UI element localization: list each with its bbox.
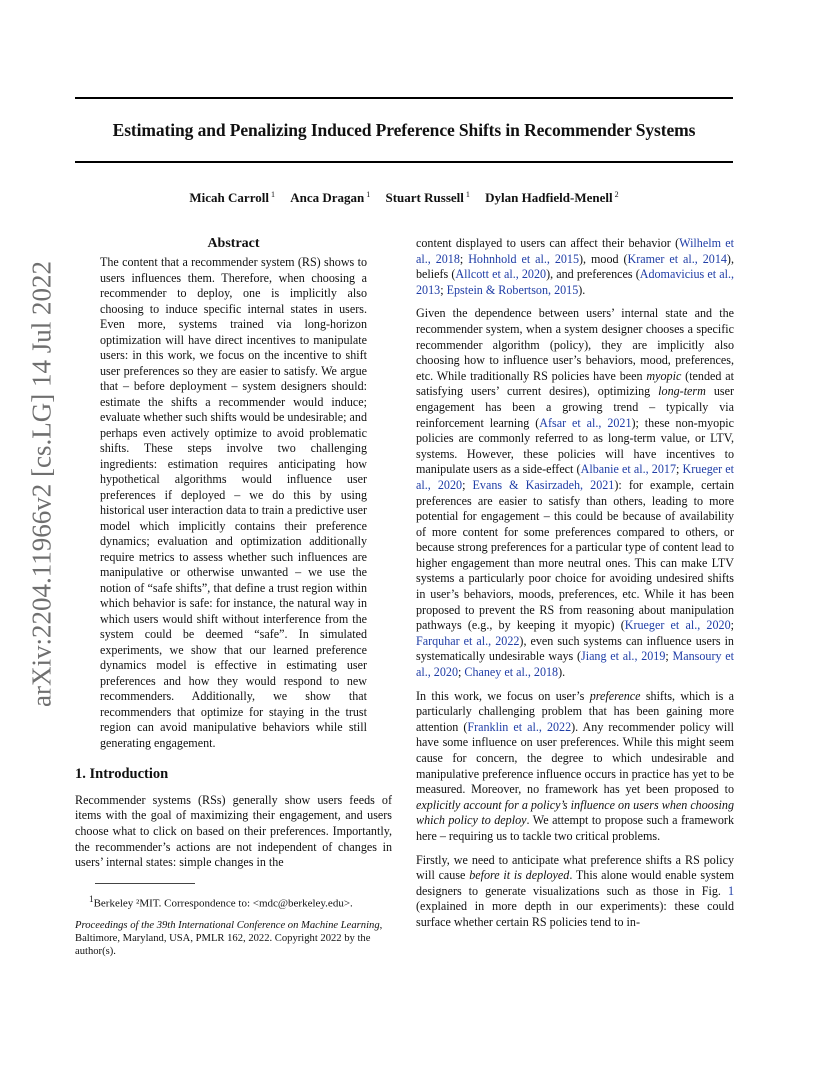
paragraph: Firstly, we need to anticipate what preference shifts a RS policy will cause before it is deployed. This alone would enable system designers to generate visualizations such as those in Fig. 1 (explained in more depth in our experiments): these could surface whether certain RS policies tend to in- [416, 852, 734, 929]
introduction-text: Recommender systems (RSs) generally show users feeds of items with the goal of maximizing their engagement, and users choose what to click on based on their preferences. Importantly, the recommender’s actions are not independent of changes in users’ internal states: simple changes in the [75, 792, 392, 870]
author: Micah Carroll $^1$ [189, 190, 275, 206]
citation-link[interactable]: Mansoury et al., 2020 [416, 649, 734, 680]
citation-link[interactable]: Jiang et al., 2019 [581, 649, 666, 664]
paragraph: In this work, we focus on user’s preference shifts, which is a particularly challenging problem that has been gaining more attention (Franklin et al., 2022). Any recommender policy will have some influence on user preferences. While this might seem cause for concern, the degree to which undesirable and manipulative preference influence occurs in practice has yet to be measured. Moreover, no framework has yet been proposed to explicitly account for a policy’s influence on users when choosing which policy to deploy. We attempt to propose such a framework here – requiring us to tackle two critical problems. [416, 688, 735, 843]
footnote: $^1$Berkeley ²MIT. Correspondence to: <mdc@berkeley.edu>. [89, 893, 353, 910]
citation-link[interactable]: Franklin et al., 2022 [467, 719, 572, 734]
author: Dylan Hadfield-Menell $^2$ [485, 190, 619, 206]
paper-title: Estimating and Penalizing Induced Preference Shifts in Recommender Systems [112, 120, 696, 140]
author: Anca Dragan $^1$ [290, 190, 371, 206]
proceedings-note: Proceedings of the 39th International Conference on Machine Learning, Baltimore, Maryland, USA, PMLR 162, 2022. Copyright 2022 by the author(s). [75, 920, 383, 957]
paragraph: content displayed to users can affect their behavior (Wilhelm et al., 2018; Hohnhold et al., 2015), mood (Kramer et al., 2014), beliefs (Allcott et al., 2020), and preferences (Adomavicius et al., 2013; Epstein & Robertson, 2015). [416, 236, 734, 297]
citation-link[interactable]: Albanie et al., 2017 [580, 462, 676, 477]
citation-link[interactable]: Adomavicius et al., 2013 [416, 267, 734, 297]
paragraph: Given the dependence between users’ internal state and the recommender system, when a system designer chooses a specific recommender algorithm (policy), they are implicitly also choosing how to influence user’s behaviors, mood, preferences, etc. While traditionally RS policies have been myopic (tended at satisfying users’ current desires), optimizing long-term user engagement has been a growing trend – typically via reinforcement learning (Afsar et al., 2021); these non-myopic policies are commonly referred to as long-term value, or LTV, systems. However, these policies will have incentives to manipulate users as a side-effect (Albanie et al., 2017; Krueger et al., 2020; Evans & Kasirzadeh, 2021): for example, certain preferences are easier to satisfy than others, leading to more potential for engagement – this could be because of availability of more content for some preferences compared to others, or because strong preferences for a particular type of content lead to higher engagement than more neutral ones. This can make LTV systems a particularly poor choice for avoiding undesired shifts in user’s behaviors, moods, preferences, etc. While it has been proposed to prevent the RS from reasoning about manipulation pathways (e.g., by keeping it myopic) (Krueger et al., 2020; Farquhar et al., 2022), even such systems can influence users in systematically undesirable ways (Jiang et al., 2019; Mansoury et al., 2020; Chaney et al., 2018). [416, 306, 735, 680]
abstract-heading: Abstract [207, 236, 260, 251]
citation-link[interactable]: Afsar et al., 2021 [539, 415, 632, 430]
title-rule-top [75, 97, 733, 99]
right-column [416, 236, 734, 939]
author: Stuart Russell $^1$ [385, 190, 470, 206]
arxiv-stamp: arXiv:2204.11966v2 [cs.LG] 14 Jul 2022 [26, 261, 57, 707]
citation-link[interactable]: Epstein & Robertson, 2015 [446, 282, 579, 297]
citation-link[interactable]: Wilhelm et al., 2018 [416, 236, 734, 266]
abstract-text: The content that a recommender system (RS) shows to users influences them. Therefore, when choosing a recommender to deploy, one is implicitly also choosing to induce specific internal states in users. Even more, systems trained via long-horizon optimization will have direct incentives to manipulate users: in this work, we focus on the incentive to shift user preferences so they are easier to satisfy. We argue that – before deployment – system designers should: estimate the shifts a recommender would induce; evaluate whether such shifts would be undesirable; and perhaps even actively optimize to avoid problematic shifts. These steps involve two challenging ingredients: estimation requires anticipating how hypothetical algorithms would influence user preferences if deployed – we do this by using historical user interaction data to train a predictive user model which implicitly contains their preference dynamics; evaluation and optimization additionally require metrics to assess whether such influences are manipulative or otherwise unwanted – we use the notion of “safe shifts”, that define a trust region within which behavior is safe: for instance, the natural way in which users would shift without interference from the system could be deemed “safe”. In simulated experiments, we show that our learned preference dynamics model is effective in estimating user preferences and how they would respond to new recommenders. Additionally, we show that recommenders that optimize for staying in the trust region can avoid manipulative behaviors while still generating engagement. [100, 255, 367, 750]
footnote-rule [95, 883, 195, 884]
section-heading-introduction: 1. Introduction [75, 766, 169, 783]
figure-reference-link[interactable]: 1 [727, 883, 734, 898]
citation-link[interactable]: Hohnhold et al., 2015 [468, 251, 580, 266]
citation-link[interactable]: Krueger et al., 2020 [416, 462, 735, 492]
title-rule-bottom [75, 161, 733, 163]
left-column [75, 236, 392, 958]
citation-link[interactable]: Krueger et al., 2020 [624, 618, 731, 633]
citation-link[interactable]: Allcott et al., 2020 [455, 267, 547, 282]
citation-link[interactable]: Chaney et al., 2018 [464, 665, 559, 680]
citation-link[interactable]: Evans & Kasirzadeh, 2021 [472, 477, 615, 492]
citation-link[interactable]: Farquhar et al., 2022 [416, 633, 520, 648]
citation-link[interactable]: Kramer et al., 2014 [627, 251, 727, 266]
author-list [75, 190, 733, 206]
